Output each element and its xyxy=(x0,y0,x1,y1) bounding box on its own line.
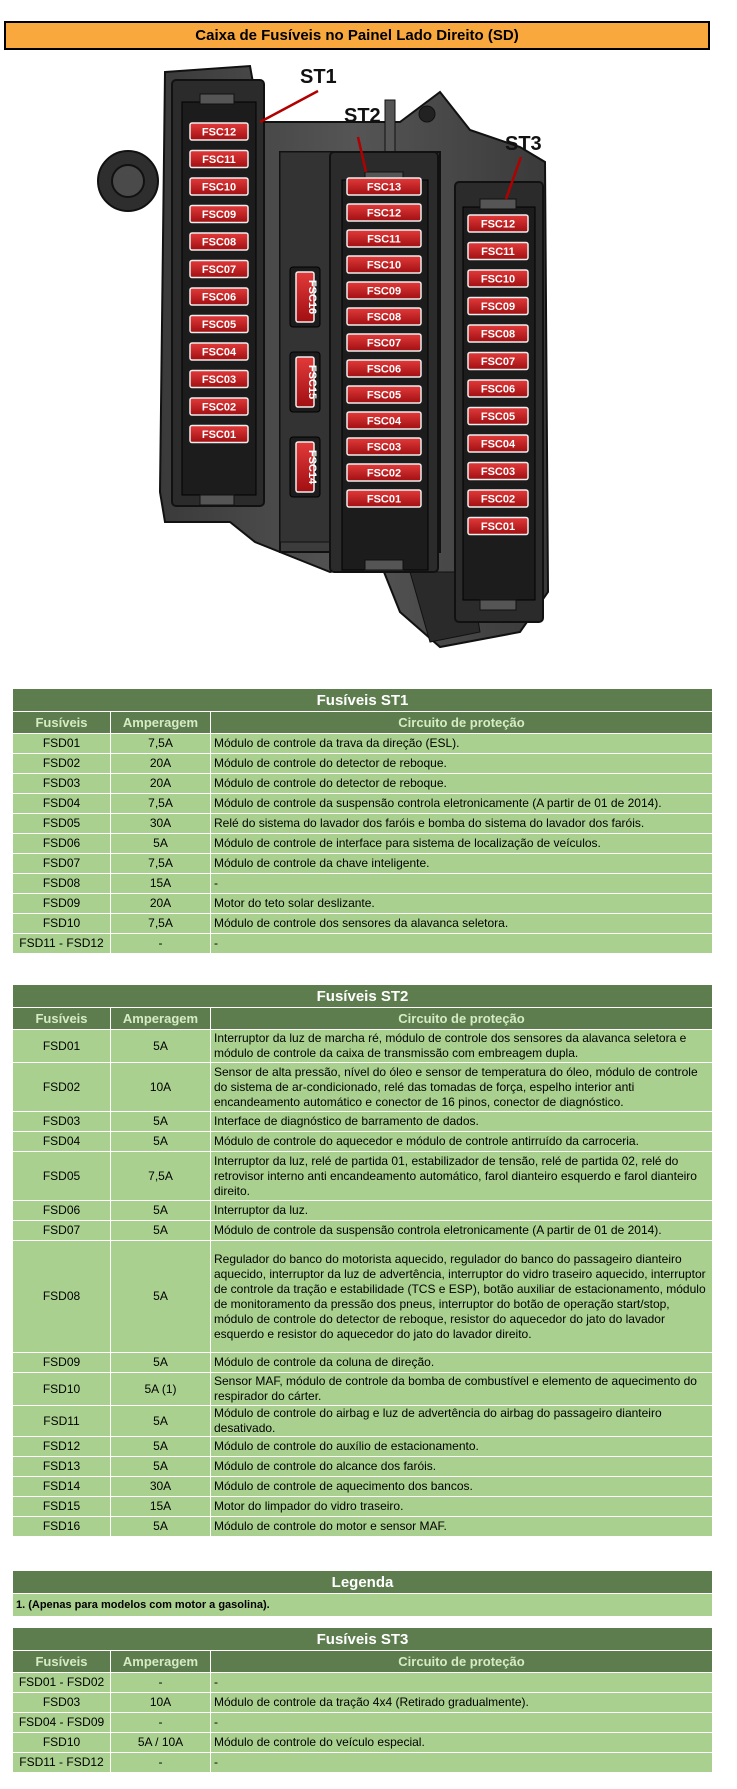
fuse-label: FSC12 xyxy=(366,207,402,220)
fuse-cell: FSD10 xyxy=(13,1373,111,1406)
table-row xyxy=(13,934,713,954)
amperage-cell: 5A xyxy=(111,1030,211,1063)
fuse-slot-fsc10 xyxy=(190,178,248,195)
fuse-slot-fsc04 xyxy=(190,343,248,360)
fuse-cell: FSD11 xyxy=(13,1406,111,1437)
circuit-cell: Sensor MAF, módulo de controle da bomba de combustível e elemento de aquecimento do respirador do cárter. xyxy=(211,1373,713,1406)
fuse-cell: FSD13 xyxy=(13,1457,111,1477)
table-row xyxy=(13,814,713,834)
circuit-cell: Módulo de controle do detector de reboque. xyxy=(211,774,713,794)
fuse-label: FSC10 xyxy=(201,181,237,194)
fuse-slot-fsc01 xyxy=(347,490,421,507)
circuit-cell: Interruptor da luz de marcha ré, módulo de controle dos sensores da alavanca seletora e módulo de controle da caixa de transmissão com embreagem dupla. xyxy=(211,1030,713,1063)
amperage-cell: 5A xyxy=(111,1201,211,1221)
amperage-cell: 5A / 10A xyxy=(111,1733,211,1753)
circuit-cell: Sensor de alta pressão, nível do óleo e sensor de temperatura do óleo, módulo de controle do sistema de ar-condicionado, relé das tomadas de força, espelho interior anti encandeamento automático e conector de 16 pinos, conector de diagnóstico. xyxy=(211,1063,713,1112)
amperage-cell: 7,5A xyxy=(111,794,211,814)
amperage-cell: 5A xyxy=(111,1112,211,1132)
fuse-slot-fsc03 xyxy=(347,438,421,455)
fuse-label: FSC08 xyxy=(201,236,237,249)
st3-table xyxy=(12,1627,713,1773)
fuse-label: FSC12 xyxy=(480,218,516,231)
table-row xyxy=(13,874,713,894)
fuse-box-diagram xyxy=(0,52,737,686)
circuit-cell: Módulo de controle da coluna de direção. xyxy=(211,1353,713,1373)
fuse-slot-fsc14-vertical xyxy=(296,442,318,492)
table-row xyxy=(13,834,713,854)
fuse-slot-fsc12 xyxy=(347,204,421,221)
fuse-label: FSC07 xyxy=(366,337,402,350)
amperage-cell: 7,5A xyxy=(111,854,211,874)
fuse-slot-fsc03 xyxy=(190,371,248,388)
table-row xyxy=(13,1132,713,1152)
fuse-slot-fsc11 xyxy=(347,230,421,247)
fuse-label: FSC06 xyxy=(201,291,237,304)
fuse-slot-fsc09 xyxy=(190,206,248,223)
fuse-slot-fsc07 xyxy=(347,334,421,351)
table-row xyxy=(13,734,713,754)
fuse-slot-fsc01 xyxy=(468,518,528,535)
amperage-cell: 7,5A xyxy=(111,1152,211,1201)
fuse-cell: FSD02 xyxy=(13,754,111,774)
table-row xyxy=(13,1713,713,1733)
table-row xyxy=(13,1753,713,1773)
circuit-column-header: Circuito de proteção xyxy=(211,1651,713,1673)
table-row xyxy=(13,1353,713,1373)
st1-table xyxy=(12,688,713,954)
st3-label: ST3 xyxy=(505,133,542,155)
fuse-label: FSC04 xyxy=(201,346,237,359)
fuse-label: FSC13 xyxy=(366,181,402,194)
amperage-cell: - xyxy=(111,1713,211,1733)
fuse-label: FSC12 xyxy=(201,126,237,139)
fuse-cell: FSD04 - FSD09 xyxy=(13,1713,111,1733)
fuse-slot-fsc10 xyxy=(347,256,421,273)
table-row xyxy=(13,1673,713,1693)
fuse-label: FSC07 xyxy=(201,264,237,276)
fuse-cell: FSD06 xyxy=(13,834,111,854)
table-row xyxy=(13,1477,713,1497)
st1-label: ST1 xyxy=(300,66,337,88)
amperage-cell: 7,5A xyxy=(111,734,211,754)
fuse-slot-fsc05 xyxy=(347,386,421,403)
fuse-slot-fsc02 xyxy=(468,490,528,507)
circuit-cell: Módulo de controle da suspensão controla eletronicamente (A partir de 01 de 2014). xyxy=(211,794,713,814)
amperage-cell: 5A xyxy=(111,1221,211,1241)
fuse-slot-fsc06 xyxy=(468,380,528,397)
table-row xyxy=(13,854,713,874)
fuse-slot-fsc04 xyxy=(468,435,528,452)
st2-table xyxy=(12,984,713,1537)
table-row xyxy=(13,1241,713,1353)
fuse-cell: FSD10 xyxy=(13,914,111,934)
table-row xyxy=(13,1457,713,1477)
fuse-label: FSC05 xyxy=(201,319,237,331)
circuit-cell: - xyxy=(211,874,713,894)
table-row xyxy=(13,1733,713,1753)
circuit-cell: Relé do sistema do lavador dos faróis e bomba do sistema do lavador dos faróis. xyxy=(211,814,713,834)
fuse-cell: FSD08 xyxy=(13,1241,111,1353)
fuse-cell: FSD03 xyxy=(13,1693,111,1713)
table-row xyxy=(13,794,713,814)
fuse-cell: FSD03 xyxy=(13,1112,111,1132)
st1-table-title: Fusíveis ST1 xyxy=(13,689,713,712)
fuse-cell: FSD05 xyxy=(13,1152,111,1201)
amperage-cell: 15A xyxy=(111,874,211,894)
table-row xyxy=(13,894,713,914)
fuse-slot-fsc13 xyxy=(347,178,421,195)
legend-title: Legenda xyxy=(13,1571,713,1594)
fuse-slot-fsc07 xyxy=(190,261,248,278)
circuit-cell: - xyxy=(211,1673,713,1693)
amperage-cell: 5A xyxy=(111,1241,211,1353)
circuit-column-header: Circuito de proteção xyxy=(211,712,713,734)
amperage-column-header: Amperagem xyxy=(111,712,211,734)
fuse-label: FSC09 xyxy=(480,301,516,313)
circuit-cell: Módulo de controle do alcance dos faróis. xyxy=(211,1457,713,1477)
fuse-label: FSC11 xyxy=(367,233,401,246)
fuse-label: FSC05 xyxy=(480,411,516,423)
circuit-cell: - xyxy=(211,934,713,954)
circuit-cell: Módulo de controle do airbag e luz de advertência do airbag do passageiro dianteiro desativado. xyxy=(211,1406,713,1437)
fuse-label: FSC01 xyxy=(480,521,516,533)
legend-table xyxy=(12,1570,713,1617)
page-title: Caixa de Fusíveis no Painel Lado Direito (SD) xyxy=(4,21,710,50)
fuse-slot-fsc11 xyxy=(468,243,528,260)
amperage-cell: 5A xyxy=(111,1457,211,1477)
fuse-label: FSC10 xyxy=(480,273,516,286)
circuit-cell: Interruptor da luz, relé de partida 01, estabilizador de tensão, relé de partida 02, relé do retrovisor interno anti encandeamento automático, farol dianteiro esquerdo e farol dianteiro direito. xyxy=(211,1152,713,1201)
fuse-slot-fsc06 xyxy=(190,288,248,305)
st2-table-title: Fusíveis ST2 xyxy=(13,985,713,1008)
table-row xyxy=(13,754,713,774)
circuit-cell: Módulo de controle da chave inteligente. xyxy=(211,854,713,874)
fuse-cell: FSD07 xyxy=(13,1221,111,1241)
amperage-cell: 15A xyxy=(111,1497,211,1517)
amperage-cell: 10A xyxy=(111,1063,211,1112)
circuit-cell: Módulo de controle dos sensores da alavanca seletora. xyxy=(211,914,713,934)
amperage-cell: 30A xyxy=(111,814,211,834)
fuse-label: FSC11 xyxy=(202,154,236,166)
table-row xyxy=(13,1221,713,1241)
fuse-label: FSC05 xyxy=(366,389,402,402)
fuse-label: FSC08 xyxy=(366,311,402,324)
circuit-column-header: Circuito de proteção xyxy=(211,1008,713,1030)
amperage-cell: 5A xyxy=(111,834,211,854)
fuse-slot-fsc15-vertical xyxy=(296,357,318,407)
fuse-label: FSC03 xyxy=(201,374,237,386)
fuse-slot-fsc09 xyxy=(347,282,421,299)
fuse-cell: FSD04 xyxy=(13,794,111,814)
table-row xyxy=(13,914,713,934)
fuse-slot-fsc04 xyxy=(347,412,421,429)
fuse-slot-fsc11 xyxy=(190,151,248,168)
table-row xyxy=(13,1373,713,1406)
fuse-cell: FSD02 xyxy=(13,1063,111,1112)
circuit-cell: Módulo de controle de interface para sistema de localização de veículos. xyxy=(211,834,713,854)
circuit-cell: Módulo de controle do detector de reboque. xyxy=(211,754,713,774)
fuse-cell: FSD09 xyxy=(13,894,111,914)
fuse-cell: FSD14 xyxy=(13,1477,111,1497)
amperage-cell: 30A xyxy=(111,1477,211,1497)
fuse-label: FSC11 xyxy=(481,246,515,258)
fuse-label: FSC01 xyxy=(201,429,237,441)
table-row xyxy=(13,1030,713,1063)
fuse-column-header: Fusíveis xyxy=(13,1651,111,1673)
circuit-cell: Módulo de controle do aquecedor e módulo de controle antirruído da carroceria. xyxy=(211,1132,713,1152)
fuse-slot-fsc07 xyxy=(468,353,528,370)
circuit-cell: Motor do teto solar deslizante. xyxy=(211,894,713,914)
table-row xyxy=(13,1201,713,1221)
fuse-cell: FSD16 xyxy=(13,1517,111,1537)
fuse-slot-fsc01 xyxy=(190,426,248,443)
fuse-cell: FSD01 - FSD02 xyxy=(13,1673,111,1693)
fuse-label: FSC09 xyxy=(201,209,237,221)
amperage-cell: - xyxy=(111,1673,211,1693)
fuse-label: FSC09 xyxy=(366,285,402,298)
fuse-column-header: Fusíveis xyxy=(13,1008,111,1030)
fuse-label: FSC04 xyxy=(366,415,402,428)
amperage-cell: 5A xyxy=(111,1517,211,1537)
fuse-slot-fsc06 xyxy=(347,360,421,377)
fuse-cell: FSD01 xyxy=(13,1030,111,1063)
circuit-cell: Regulador do banco do motorista aquecido, regulador do banco do passageiro dianteiro aquecido, interruptor da luz de advertência, interruptor do vidro traseiro aquecido, interruptor de controle da tração e estabilidade (TCS e ESP), botão auxiliar de estacionamento, módulo de monitoramento da pressão dos pneus, interruptor do botão de operação start/stop, módulo de controle do detector de reboque, resistor do aquecedor do jato do lavador esquerdo e resistor do aquecedor do jato do lavador direito. xyxy=(211,1241,713,1353)
fuse-label: FSC02 xyxy=(366,467,402,480)
fuse-label: FSC07 xyxy=(480,356,516,368)
table-row xyxy=(13,1112,713,1132)
table-row xyxy=(13,774,713,794)
amperage-cell: 20A xyxy=(111,894,211,914)
fuse-slot-fsc02 xyxy=(347,464,421,481)
fuse-cell: FSD04 xyxy=(13,1132,111,1152)
circuit-cell: Interruptor da luz. xyxy=(211,1201,713,1221)
fuse-slot-fsc09 xyxy=(468,298,528,315)
table-row xyxy=(13,1152,713,1201)
table-row xyxy=(13,1406,713,1437)
st2-label: ST2 xyxy=(344,105,381,127)
fuse-cell: FSD06 xyxy=(13,1201,111,1221)
legend-note: 1. (Apenas para modelos com motor a gasolina). xyxy=(13,1594,713,1617)
circuit-cell: Módulo de controle do motor e sensor MAF. xyxy=(211,1517,713,1537)
table-row xyxy=(13,1693,713,1713)
circuit-cell: Módulo de controle de aquecimento dos bancos. xyxy=(211,1477,713,1497)
amperage-cell: 5A xyxy=(111,1132,211,1152)
fuse-cell: FSD12 xyxy=(13,1437,111,1457)
amperage-column-header: Amperagem xyxy=(111,1008,211,1030)
circuit-cell: Módulo de controle da suspensão controla eletronicamente (A partir de 01 de 2014). xyxy=(211,1221,713,1241)
fuse-cell: FSD15 xyxy=(13,1497,111,1517)
fuse-cell: FSD03 xyxy=(13,774,111,794)
fuse-cell: FSD11 - FSD12 xyxy=(13,934,111,954)
fuse-label: FSC02 xyxy=(480,493,516,506)
fuse-slot-fsc10 xyxy=(468,270,528,287)
circuit-cell: Módulo de controle da tração 4x4 (Retirado gradualmente). xyxy=(211,1693,713,1713)
fuse-label: FSC03 xyxy=(480,466,516,478)
fuse-cell: FSD01 xyxy=(13,734,111,754)
fuse-slot-fsc16-vertical xyxy=(296,272,318,322)
fuse-cell: FSD11 - FSD12 xyxy=(13,1753,111,1773)
circuit-cell: Módulo de controle do veículo especial. xyxy=(211,1733,713,1753)
amperage-column-header: Amperagem xyxy=(111,1651,211,1673)
fuse-slot-fsc12 xyxy=(468,215,528,232)
circuit-cell: - xyxy=(211,1713,713,1733)
fuse-cell: FSD08 xyxy=(13,874,111,894)
fuse-slot-fsc05 xyxy=(190,316,248,333)
fuse-label: FSC02 xyxy=(201,401,237,414)
fuse-slot-fsc08 xyxy=(347,308,421,325)
amperage-cell: - xyxy=(111,934,211,954)
fuse-column-header: Fusíveis xyxy=(13,712,111,734)
table-row xyxy=(13,1063,713,1112)
amperage-cell: 20A xyxy=(111,774,211,794)
fuse-cell: FSD05 xyxy=(13,814,111,834)
fuse-label: FSC16 xyxy=(306,279,318,315)
fuse-slot-fsc08 xyxy=(190,233,248,250)
amperage-cell: 5A xyxy=(111,1437,211,1457)
fuse-label: FSC10 xyxy=(366,259,402,272)
fuse-label: FSC14 xyxy=(306,449,318,485)
fuse-label: FSC04 xyxy=(480,438,516,451)
table-row xyxy=(13,1497,713,1517)
fuse-label: FSC01 xyxy=(366,493,402,506)
fuse-slot-fsc08 xyxy=(468,325,528,342)
amperage-cell: 5A (1) xyxy=(111,1373,211,1406)
amperage-cell: 5A xyxy=(111,1406,211,1437)
circuit-cell: - xyxy=(211,1753,713,1773)
amperage-cell: 20A xyxy=(111,754,211,774)
circuit-cell: Módulo de controle do auxílio de estacionamento. xyxy=(211,1437,713,1457)
fuse-slot-fsc12 xyxy=(190,123,248,140)
fuse-cell: FSD10 xyxy=(13,1733,111,1753)
fuse-label: FSC06 xyxy=(366,363,402,376)
amperage-cell: 10A xyxy=(111,1693,211,1713)
st3-table-title: Fusíveis ST3 xyxy=(13,1628,713,1651)
fuse-cell: FSD09 xyxy=(13,1353,111,1373)
table-row xyxy=(13,1517,713,1537)
circuit-cell: Módulo de controle da trava da direção (ESL). xyxy=(211,734,713,754)
amperage-cell: 7,5A xyxy=(111,914,211,934)
fuse-cell: FSD07 xyxy=(13,854,111,874)
table-row xyxy=(13,1437,713,1457)
fuse-label: FSC06 xyxy=(480,383,516,396)
circuit-cell: Motor do limpador do vidro traseiro. xyxy=(211,1497,713,1517)
fuse-label: FSC15 xyxy=(306,364,318,400)
fuse-slot-fsc03 xyxy=(468,463,528,480)
circuit-cell: Interface de diagnóstico de barramento de dados. xyxy=(211,1112,713,1132)
fuse-slot-fsc05 xyxy=(468,408,528,425)
amperage-cell: - xyxy=(111,1753,211,1773)
fuse-label: FSC03 xyxy=(366,441,402,454)
fuse-label: FSC08 xyxy=(480,328,516,341)
st1-leader-line xyxy=(260,91,318,122)
fuse-slot-fsc02 xyxy=(190,398,248,415)
amperage-cell: 5A xyxy=(111,1353,211,1373)
